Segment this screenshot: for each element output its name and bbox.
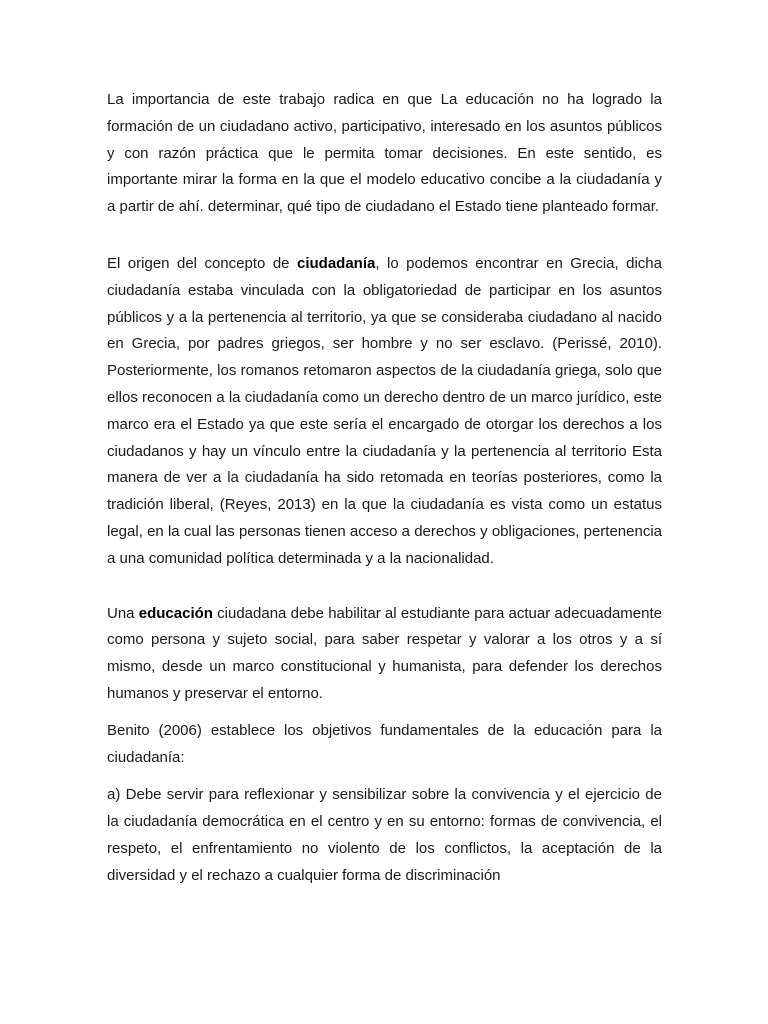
paragraph-citizenship-origin-body: , lo podemos encontrar en Grecia, dicha ciudadanía estaba vinculada con la obligatoriedad de participar en los asuntos públicos y a la pertenencia al territorio, ya que se consideraba ciudadano al nacido en Grecia, por padres griegos, ser hombre y no ser esclavo. (Perissé, 2010). Posteriormente, los romanos retomaron aspectos de la ciudadanía griega, solo que ellos reconocen a la ciudadanía como un derecho dentro de un marco jurídico, este marco era el Estado ya que este sería el encargado de otorgar los derechos a los ciudadanos y hay un vínculo entre la ciudadanía y la pertenencia al territorio Esta manera de ver a la ciudadanía ha sido retomada en teorías posteriores, como la tradición liberal, (Reyes, 2013) en la que la ciudadanía es vista como un estatus legal, en la cual las personas tienen acceso a derechos y obligaciones, pertenencia a una comunidad política determinada y a la nacionalidad. bbox=[107, 254, 662, 567]
paragraph-citizenship-education-intro: Una bbox=[107, 604, 139, 622]
paragraph-importance: La importancia de este trabajo radica en que La educación no ha logrado la formación de un ciudadano activo, participativo, interesado en los asuntos públicos y con razón práctica que le permita tomar decisiones. En este sentido, es importante mirar la forma en la que el modelo educativo concibe a la ciudadanía y a partir de ahí. determinar, qué tipo de ciudadano el Estado tiene planteado formar. bbox=[107, 91, 662, 216]
paragraph-citizenship-origin bbox=[107, 251, 662, 573]
paragraph-citizenship-origin-intro: El origen del concepto de bbox=[107, 254, 297, 272]
paragraph-benito-objectives: Benito (2006) establece los objetivos fundamentales de la educación para la ciudadanía: bbox=[107, 721, 662, 766]
keyword-ciudadania: ciudadanía bbox=[296, 254, 376, 272]
paragraph-citizenship-education-body: ciudadana debe habilitar al estudiante para actuar adecuadamente como persona y sujeto social, para saber respetar y valorar a los otros y a sí mismo, desde un marco constitucional y humanista, para defender los derechos humanos y preservar el entorno. bbox=[107, 604, 662, 702]
paragraph-objective-a: a) Debe servir para reflexionar y sensibilizar sobre la convivencia y el ejercicio de la ciudadanía democrática en el centro y en su entorno: formas de convivencia, el respeto, el enfrentamiento no violento de los conflictos, la aceptación de la diversidad y el rechazo a cualquier forma de discriminación bbox=[107, 786, 662, 884]
paragraph-citizenship-education bbox=[107, 601, 662, 708]
keyword-educacion: educación bbox=[138, 604, 213, 622]
